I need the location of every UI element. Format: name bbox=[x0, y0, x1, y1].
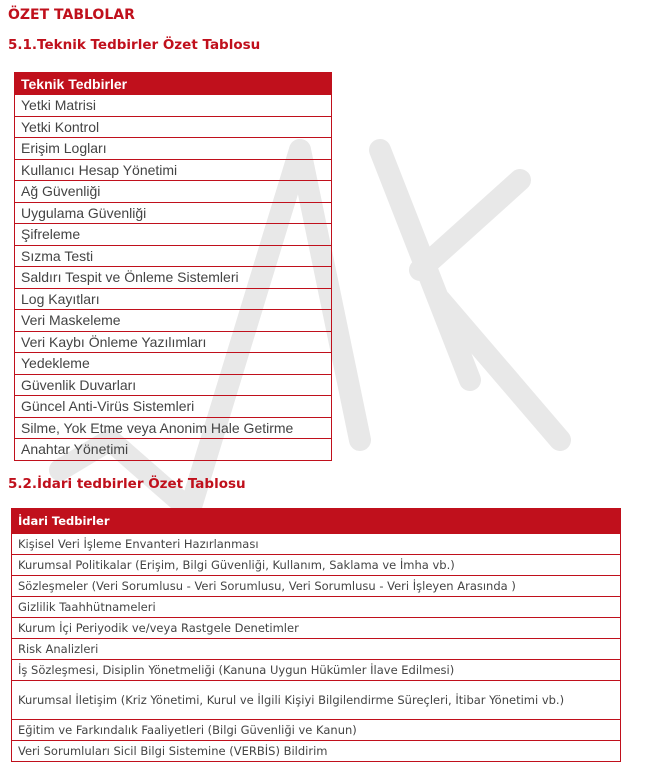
table-row bbox=[15, 181, 332, 203]
table-row bbox=[12, 660, 621, 681]
table-row bbox=[15, 288, 332, 310]
table-cell: Yedekleme bbox=[15, 353, 332, 375]
table-row bbox=[15, 267, 332, 289]
table-cell: Uygulama Güvenliği bbox=[15, 202, 332, 224]
table-cell: Silme, Yok Etme veya Anonim Hale Getirme bbox=[15, 417, 332, 439]
table-header-cell: İdari Tedbirler bbox=[12, 509, 621, 534]
table-row bbox=[15, 138, 332, 160]
section-title-administrative: 5.2.İdari tedbirler Özet Tablosu bbox=[8, 476, 246, 492]
section-title-technical: 5.1.Teknik Tedbirler Özet Tablosu bbox=[8, 37, 261, 53]
table-cell: Gizlilik Taahhütnameleri bbox=[12, 597, 621, 618]
table-cell: Kullanıcı Hesap Yönetimi bbox=[15, 159, 332, 181]
table-cell: Yetki Matrisi bbox=[15, 95, 332, 117]
table-row bbox=[15, 353, 332, 375]
table-row bbox=[15, 224, 332, 246]
table-cell: Yetki Kontrol bbox=[15, 116, 332, 138]
table-cell: Anahtar Yönetimi bbox=[15, 439, 332, 461]
table-cell: Veri Kaybı Önleme Yazılımları bbox=[15, 331, 332, 353]
table-cell: Veri Sorumluları Sicil Bilgi Sistemine (VERBİS) Bildirim bbox=[12, 741, 621, 762]
table-cell: Şifreleme bbox=[15, 224, 332, 246]
table-row bbox=[12, 639, 621, 660]
table-cell: Kişisel Veri İşleme Envanteri Hazırlanması bbox=[12, 534, 621, 555]
table-cell: Risk Analizleri bbox=[12, 639, 621, 660]
table-row bbox=[15, 310, 332, 332]
table-cell: Saldırı Tespit ve Önleme Sistemleri bbox=[15, 267, 332, 289]
table-row bbox=[15, 331, 332, 353]
table-row bbox=[12, 618, 621, 639]
page-title: ÖZET TABLOLAR bbox=[8, 7, 135, 23]
table-cell: Veri Maskeleme bbox=[15, 310, 332, 332]
table-header-cell: Teknik Tedbirler bbox=[15, 73, 332, 95]
table-cell: Kurumsal İletişim (Kriz Yönetimi, Kurul ve İlgili Kişiyi Bilgilendirme Süreçleri, İtibar Yönetimi vb.) bbox=[12, 681, 621, 720]
table-cell: Kurum İçi Periyodik ve/veya Rastgele Denetimler bbox=[12, 618, 621, 639]
table-cell: Sözleşmeler (Veri Sorumlusu - Veri Sorumlusu, Veri Sorumlusu - Veri İşleyen Arasında ) bbox=[12, 576, 621, 597]
technical-measures-table bbox=[14, 72, 332, 461]
table-header-row bbox=[15, 73, 332, 95]
table-row bbox=[15, 374, 332, 396]
table-cell: Kurumsal Politikalar (Erişim, Bilgi Güvenliği, Kullanım, Saklama ve İmha vb.) bbox=[12, 555, 621, 576]
table-cell: Ağ Güvenliği bbox=[15, 181, 332, 203]
table-row bbox=[15, 417, 332, 439]
table-cell: Sızma Testi bbox=[15, 245, 332, 267]
table-cell: Log Kayıtları bbox=[15, 288, 332, 310]
table-row bbox=[15, 202, 332, 224]
table-row bbox=[15, 439, 332, 461]
administrative-measures-table bbox=[11, 508, 621, 762]
table-row bbox=[12, 741, 621, 762]
table-row bbox=[12, 681, 621, 720]
watermark-stroke bbox=[380, 150, 470, 380]
table-row bbox=[15, 396, 332, 418]
table-row bbox=[15, 95, 332, 117]
table-row bbox=[12, 597, 621, 618]
table-cell: Erişim Logları bbox=[15, 138, 332, 160]
table-cell: Eğitim ve Farkındalık Faaliyetleri (Bilgi Güvenliği ve Kanun) bbox=[12, 720, 621, 741]
table-cell: Güncel Anti-Virüs Sistemleri bbox=[15, 396, 332, 418]
table-cell: İş Sözleşmesi, Disiplin Yönetmeliği (Kanuna Uygun Hükümler İlave Edilmesi) bbox=[12, 660, 621, 681]
table-row bbox=[12, 555, 621, 576]
table-row bbox=[12, 576, 621, 597]
table-row bbox=[15, 245, 332, 267]
watermark-stroke bbox=[440, 300, 560, 440]
table-row bbox=[12, 720, 621, 741]
table-row bbox=[15, 159, 332, 181]
watermark-stroke bbox=[420, 180, 520, 270]
table-row bbox=[15, 116, 332, 138]
table-header-row bbox=[12, 509, 621, 534]
table-cell: Güvenlik Duvarları bbox=[15, 374, 332, 396]
table-row bbox=[12, 534, 621, 555]
